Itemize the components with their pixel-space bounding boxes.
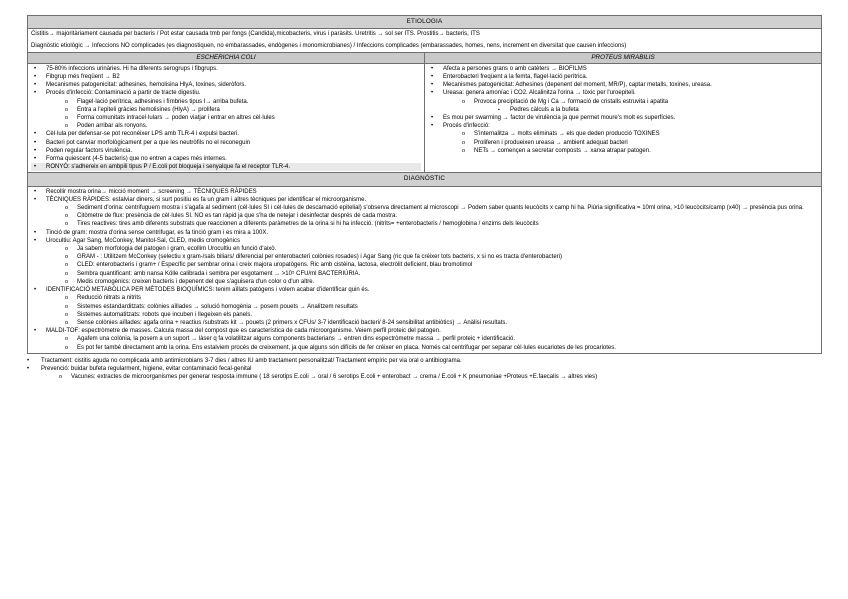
- diagnostic-cell: [28, 186, 822, 353]
- ecoli-cell: [28, 63, 425, 173]
- list-item: • Afecta a persones grans o amb catèters → BIOFILMS: [428, 65, 818, 73]
- list-item: o Poden arribar als ronyons.: [31, 122, 421, 130]
- list-item: o Medis cromogènics: creixen bacteris i depenent del que s'aguisera d'un color o d'un altre.: [31, 278, 818, 286]
- list-item: • 75-80% infeccions urinàries. Hi ha diferents serogrups i fibgrups.: [31, 65, 421, 73]
- etiologia-header: [28, 16, 822, 29]
- list-item: • IDENTIFICACIÓ METABÒLICA PER MÈTODES BIOQUÍMICS: tenim aïllats patògens i volem acabar d'identificar quin és.: [31, 286, 818, 294]
- list-item: • Es mou per swarming → factor de virulència ja que permet moure's molt es superfícies.: [428, 114, 818, 122]
- list-item: • Urocultiu: Agar Sang, McConkey, Manitol-Sal, CLED, medis cromogènics: [31, 237, 818, 245]
- etiologia-title: ETIOLOGIA: [406, 18, 443, 25]
- list-item: • Cèl·lula per defensar-se pot reconèixer LPS amb TLR-4 i expulsi bacteri.: [31, 130, 421, 138]
- causes-text: Cistitis→ majoritàriament causada per bacteris / Pot estar causada tmb per fongs (Candida),micobacteris, virus i paràsits. Uretritis → sol ser ITS. Prostitis→ bacteris, ITS: [31, 31, 480, 38]
- list-item: o Vacunes: extractes de microorganismes per generar resposta immune ( 18 serotips E.coli → oral / 6 serotips E.coli + enterobact → crema / E.coli + K pneumoniae +Proteus +E.faecalis → altres vies): [27, 373, 822, 381]
- list-item: o Provoca precipitació de Mg i Ca → formació de cristalls estruvita i apatita: [428, 98, 818, 106]
- proteus-title: PROTEUS MIRABILIS: [591, 53, 655, 61]
- list-item: o Ja sabem morfologia del patogen i gram, ecollim Urocultiu en funció d'això.: [31, 245, 818, 253]
- list-item: • Tractament: cistitis aguda no complicada amb antimicrobians 3-7 dies / altres IU amb tractament personalitzat/ Tractament empíric per via oral o antibiograma.: [27, 357, 822, 365]
- list-item: o Sistemes automatitzats: robots que incuben i llegeixen els panels.: [31, 311, 818, 319]
- list-item: • Mecanismes patogenicitat: Adhesines (depenent del moment, MR/P), captar metalls, toxines, ureasa.: [428, 81, 818, 89]
- proteus-list: [428, 65, 818, 155]
- list-item: o Reducció nitrats a nitrits: [31, 294, 818, 302]
- diagnostic-title: DIAGNÒSTIC: [403, 175, 446, 183]
- proteus-cell: [425, 63, 822, 173]
- list-item: • Bacteri pot canviar morfològicament per a que les neutròfils no el reconeguin: [31, 139, 421, 147]
- list-item: • Prevenció: buidar bufeta regularment, higiene, evitar contaminació fecal-genital: [27, 365, 822, 373]
- list-item: o GRAM - : Utilitzem McConkey (selectiu x gram-/sals biliars/ diferencial per enterobacteri colònies rosades) i Agar Sang (ric que fa créixer tots bacteris, x si no es tracta d'enterobacteri): [31, 253, 818, 261]
- list-item: • Ureasa: genera amoníac i CO2. Alcalinitza l'orina → tòxic per l'uroepiteli.: [428, 89, 818, 97]
- list-item: o Citòmetre de flux: presència de cèl·lules SI. NO es tan ràpid ja que s'ha de netejar i desinfectar després de cada mostra.: [31, 212, 818, 220]
- etiologia-intro-cell: [28, 29, 822, 52]
- list-item: o Agafem una colònia, la posem a un suport → làser q fa volatilitzar alguns components bacterians → entren dins espectròmetre massa → perfil proteic + identificació.: [31, 335, 818, 343]
- list-item: ▪ Pedres càlculs a la bufeta: [428, 106, 818, 114]
- list-item: o Sediment d'orina: centrifuguem mostra i s'agafa al sediment (cèl·lules SI i cèl·lules de descamació epitelial) s'observa directament al microscopi → Podem saber quants leucòcits x camp hi ha. Piúria significativa = 10ml orina, >10 leucòcits/camp (x40) → presència pus orina.: [31, 204, 818, 212]
- diagnostic-list: [31, 188, 818, 352]
- document-page: [27, 15, 822, 381]
- list-item: o Tires reactives: tires amb diferents substrats que reaccionen a diferents paràmetres de la orina si hi ha infecció. (nitrits= +enterobacteris / hemoglobina / enzims dels leucòcits: [31, 220, 818, 228]
- list-item: • RONYÓ: s'adhereix en ambpili tipus P / E.coli pot bloqueja i senyalque fa el receptor TLR-4.: [31, 163, 421, 171]
- list-item: • MALDI-TOF: espectròmetre de masses. Calcula massa del compost que es característica de cada microorganisme. Veiem perfil proteic del patogen.: [31, 327, 818, 335]
- list-item: o Proliferen i produeixen ureasa → ambient adequat bacteri: [428, 139, 818, 147]
- list-item: • Fibgrup més freqüent → B2: [31, 73, 421, 81]
- proteus-header: [425, 52, 822, 63]
- ecoli-title: ESCHERICHIA COLI: [196, 53, 256, 61]
- diagnostic-header: [28, 173, 822, 186]
- list-item: o Entra a l'epiteli gràcies hemolisines (HlyA) → prolifera: [31, 106, 421, 114]
- list-item: o Forma comunitats intracel·lulars → poden viatjar i entrar en altres cèl·lules: [31, 114, 421, 122]
- list-item: o Flagel·lació perítrica, adhesines i fímbries tipus I→ arriba bufeta.: [31, 98, 421, 106]
- list-item: o Es pot fer també directament amb la orina. Ens estalviem procés de creixement, ja que alguns són difícils de fer créixer en placa. Només cal centrifugar per separar cèl·lules eucariotes de les procariotes.: [31, 344, 818, 352]
- list-item: • Recollir mostra orina→ micció moment → screening → TÈCNIQUES RÀPIDES: [31, 188, 818, 196]
- list-item: o CLED: enterobacteris i gram+ / Específic per sembrar orina i creix majora uropatògens. Ric amb cistèina, lactosa, electròlit deficient, blau bromotimol: [31, 261, 818, 269]
- ecoli-header: [28, 52, 425, 63]
- footer-notes: [27, 357, 822, 382]
- ecoli-list: [31, 65, 421, 172]
- list-item: • Poden regular factors virulència.: [31, 147, 421, 155]
- list-item: • Forma quiescent (4-5 bacteris) que no entren a capes més internes.: [31, 155, 421, 163]
- list-item: • Procés d'infecció: Contaminació a partir de tracte digestiu.: [31, 89, 421, 97]
- list-item: • Enterobacteri freqüent a la femta, flagel·lació perítrica.: [428, 73, 818, 81]
- list-item: o NETs → començen a secretar composts → xarxa atrapar patogen.: [428, 147, 818, 155]
- list-item: • Procés d'infecció:: [428, 122, 818, 130]
- list-item: • TÈCNIQUES RÀPIDES: estalviar diners, si surt positiu es fa un gram i altres tècniques per identificar el microorganisme.: [31, 196, 818, 204]
- diagnostic-etiologic-text: Diagnòstic etiològic → Infeccions NO complicades (es diagnostiquen, no embarassades, endògenes i monomicrobianes) / Infeccions complicades (embarassades, homes, nens, increment en diversitat que causen infeccions): [31, 43, 627, 50]
- list-item: • Tinció de gram: mostra d'orina sense centrifugar, es fa tinció gram i es mira a 100X.: [31, 229, 818, 237]
- list-item: o Sense colònies aïllades: agafa orina + reactius /substrats kit → pouets (2 primers x CFUs/ 3-7 identificació bacteri/ 8-24 sensibilitat antibiòtics) → Anàlisi resultats.: [31, 319, 818, 327]
- etiologia-table: [27, 15, 822, 354]
- list-item: • Mecanismes patogenicitat: adhesines, hemolisina HlyA, toxines, sideròfors.: [31, 81, 421, 89]
- list-item: o Sistemes estandarditzats: colònies aïllades → solució homogènia → posem pouets → Analitzem resultats: [31, 303, 818, 311]
- list-item: o Sembra quantificant: amb nansa Kölle calibrada i sembra per esgotament → >10⁵ CFU/ml BACTERIÚRIA.: [31, 270, 818, 278]
- list-item: o S'internalitza → molts eliminats → els que deden producció TOXINES: [428, 130, 818, 138]
